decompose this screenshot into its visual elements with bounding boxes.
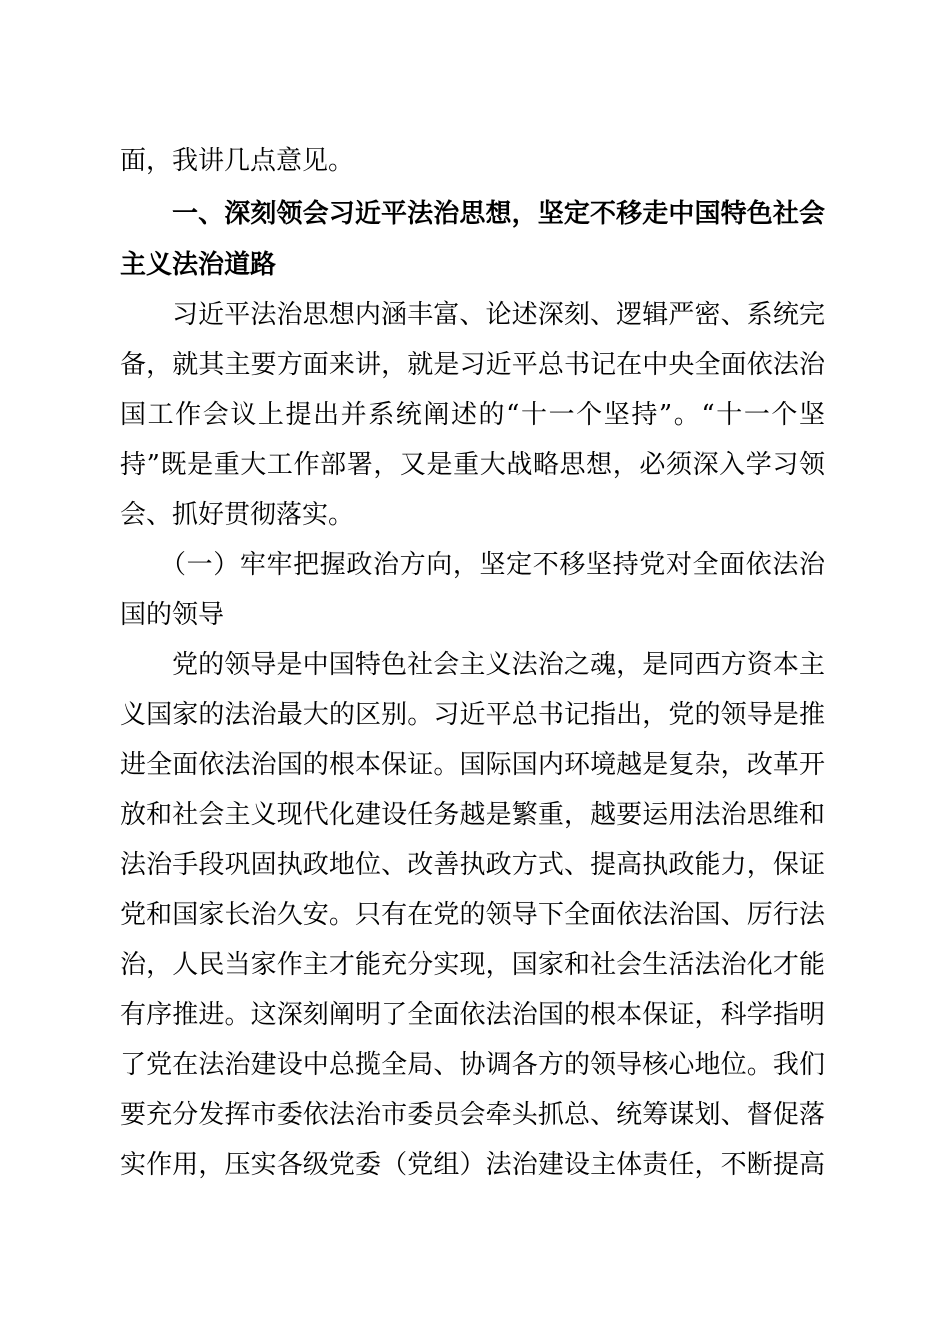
text-line: 面，我讲几点意见。: [120, 146, 355, 176]
section-heading-line: 一、深刻领会习近平法治思想，坚定不移走中国特色社会: [172, 199, 825, 229]
subsection-heading-line: 国的领导: [120, 600, 225, 630]
text-line: 放和社会主义现代化建设任务越是繁重，越要运用法治思维和: [120, 800, 825, 830]
text-line: 习近平法治思想内涵丰富、论述深刻、逻辑严密、系统完: [172, 300, 825, 330]
text-line: 进全面依法治国的根本保证。国际国内环境越是复杂，改革开: [120, 750, 825, 780]
text-line: 持”既是重大工作部署，又是重大战略思想，必须深入学习领: [120, 450, 825, 480]
text-line: 要充分发挥市委依法治市委员会牵头抓总、统筹谋划、督促落: [120, 1100, 825, 1130]
text-line: 了党在法治建设中总揽全局、协调各方的领导核心地位。我们: [120, 1050, 825, 1080]
text-line: 法治手段巩固执政地位、改善执政方式、提高执政能力，保证: [120, 850, 825, 880]
text-line: 有序推进。这深刻阐明了全面依法治国的根本保证，科学指明: [120, 1000, 825, 1030]
text-line: 党和国家长治久安。只有在党的领导下全面依法治国、厉行法: [120, 900, 825, 930]
section-heading-line: 主义法治道路: [120, 250, 277, 280]
text-line: 治，人民当家作主才能充分实现，国家和社会生活法治化才能: [120, 950, 825, 980]
text-line: 实作用，压实各级党委（党组）法治建设主体责任，不断提高: [120, 1150, 825, 1180]
text-line: 国工作会议上提出并系统阐述的“十一个坚持”。“十一个坚: [120, 400, 825, 430]
text-line: 会、抓好贯彻落实。: [120, 500, 355, 530]
subsection-heading-line: （一）牢牢把握政治方向，坚定不移坚持党对全面依法治: [160, 550, 825, 580]
text-line: 备，就其主要方面来讲，就是习近平总书记在中央全面依法治: [120, 350, 825, 380]
text-line: 党的领导是中国特色社会主义法治之魂，是同西方资本主: [172, 650, 825, 680]
text-line: 义国家的法治最大的区别。习近平总书记指出，党的领导是推: [120, 700, 825, 730]
